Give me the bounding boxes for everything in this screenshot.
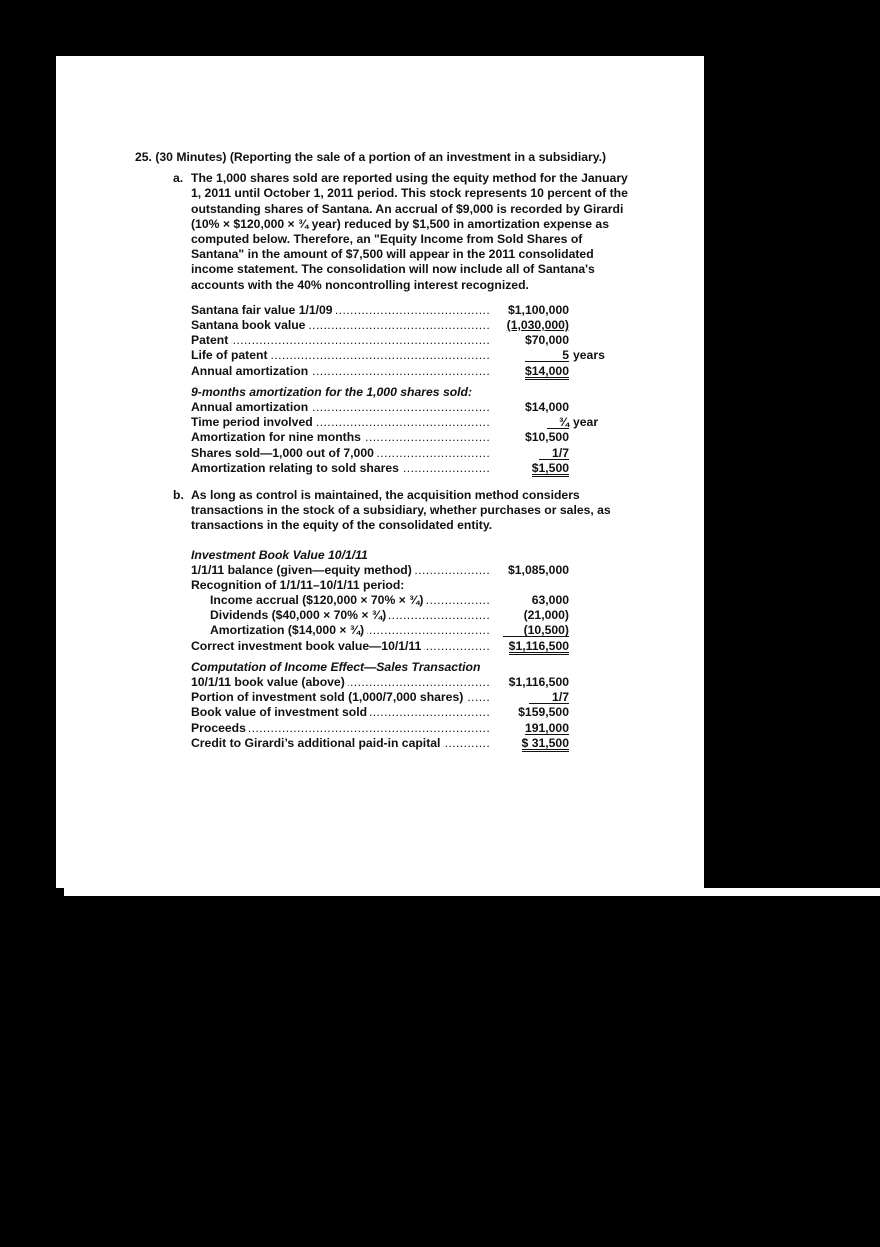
table-row: Shares sold—1,000 out of 7,000 ..... 1/7 bbox=[191, 446, 631, 461]
table-row: Income accrual ($120,000 × 70% × ¾) ..... 63,000 bbox=[191, 593, 631, 608]
patent-amortization-table bbox=[191, 303, 631, 379]
table-row: 10/1/11 book value (above) ..... $1,116,500 bbox=[191, 675, 631, 690]
table-row: Patent ..... $70,000 bbox=[191, 333, 631, 348]
part-a-label: a. bbox=[173, 171, 184, 186]
part-b bbox=[173, 488, 635, 751]
table-row: 1/1/11 balance (given—equity method) ..... $1,085,000 bbox=[191, 563, 631, 578]
table-row: Amortization for nine months ..... $10,500 bbox=[191, 430, 631, 445]
part-b-label: b. bbox=[173, 487, 184, 502]
part-a-paragraph: The 1,000 shares sold are reported using the equity method for the January 1, 2011 until October 1, 2011 period. This stock represents 10 percent of the outstanding shares of Santana. An accrual of $9,000 is recorded by Girardi (10% × $120,000 × ¾ year) reduced by $1,500 in amortization expense as computed below. Therefore, an "Equity Income from Sold Shares of Santana" in the amount of $7,500 will appear in the 2011 consolidated income statement. The consolidation will now include all of Santana's accounts with the 40% noncontrolling interest recognized. bbox=[191, 171, 628, 292]
table-row: Proceeds ..... 191,000 bbox=[191, 721, 631, 736]
table-row: Life of patent ..... 5 years bbox=[191, 348, 631, 363]
table-row: Recognition of 1/1/11–10/1/11 period: bbox=[191, 578, 631, 593]
table-row: Annual amortization ..... $14,000 bbox=[191, 400, 631, 415]
table-row: Santana book value ..... (1,030,000) bbox=[191, 318, 631, 333]
table-row: Amortization relating to sold shares ..... $1,500 bbox=[191, 461, 631, 476]
table-row: Portion of investment sold (1,000/7,000 shares) ..... 1/7 bbox=[191, 690, 631, 705]
page-edge-strip bbox=[64, 888, 880, 896]
investment-book-value-title: Investment Book Value 10/1/11 bbox=[191, 547, 368, 562]
solution-content bbox=[135, 150, 635, 751]
income-effect-title: Computation of Income Effect—Sales Transaction bbox=[191, 659, 481, 674]
table-row: Time period involved ..... ¾ year bbox=[191, 415, 631, 430]
table-row: Annual amortization ..... $14,000 bbox=[191, 364, 631, 379]
table-row: Correct investment book value—10/1/11 ..... $1,116,500 bbox=[191, 639, 631, 654]
problem-heading: 25. (30 Minutes) (Reporting the sale of a portion of an investment in a subsidiary.) bbox=[135, 150, 607, 164]
nine-month-amortization-table bbox=[191, 400, 631, 476]
part-a bbox=[173, 171, 635, 476]
table-row: Santana fair value 1/1/09 ..... $1,100,000 bbox=[191, 303, 631, 318]
table-row: Book value of investment sold ..... $159,500 bbox=[191, 705, 631, 720]
investment-book-value-table bbox=[191, 563, 631, 654]
table-row: Credit to Girardi’s additional paid-in capital ..... $ 31,500 bbox=[191, 736, 631, 751]
part-b-paragraph: As long as control is maintained, the acquisition method considers transactions in the stock of a subsidiary, whether purchases or sales, as transactions in the equity of the consolidated entity. bbox=[191, 487, 611, 533]
nine-month-amortization-title: 9-months amortization for the 1,000 shares sold: bbox=[191, 384, 473, 399]
income-effect-table bbox=[191, 675, 631, 751]
table-row: Amortization ($14,000 × ¾) ..... (10,500) bbox=[191, 623, 631, 638]
table-row: Dividends ($40,000 × 70% × ¾) ..... (21,000) bbox=[191, 608, 631, 623]
